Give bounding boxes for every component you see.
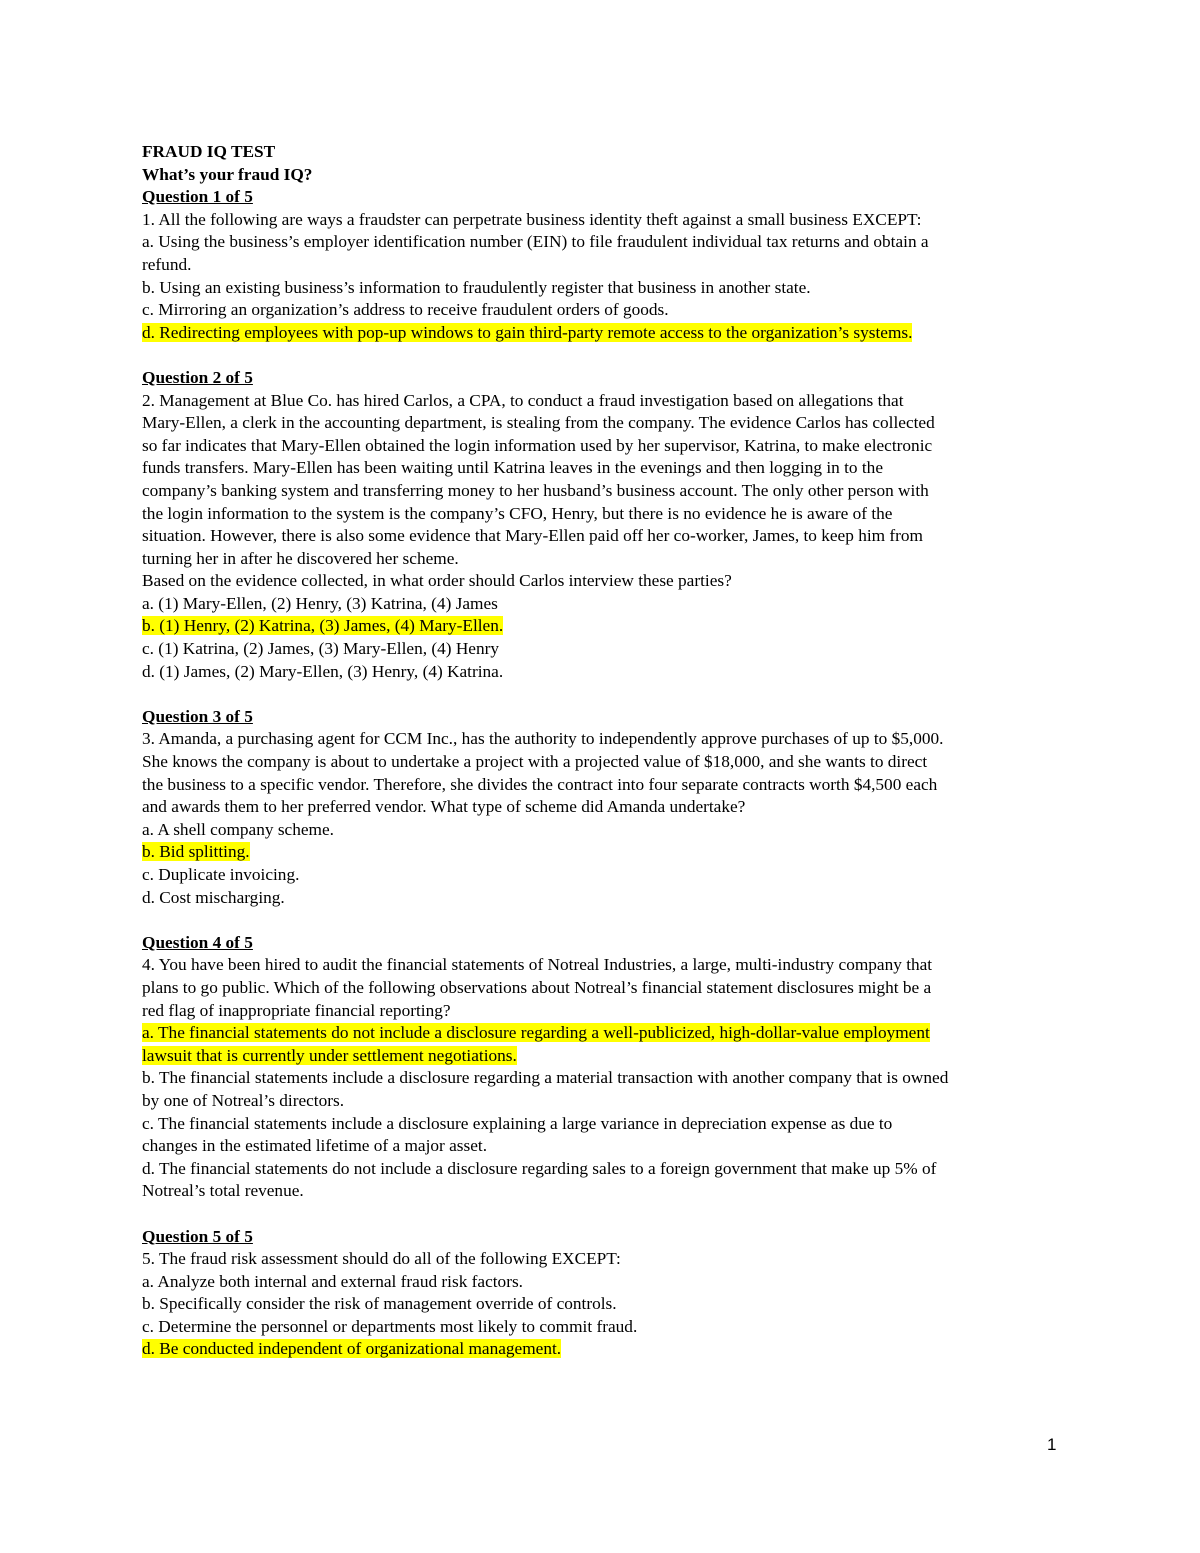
answer-option-text: a. Analyze both internal and external fraud risk factors.	[142, 1271, 523, 1291]
answer-option-line	[142, 638, 1062, 661]
answer-option-text: c. Mirroring an organization’s address to receive fraudulent orders of goods.	[142, 300, 669, 320]
answer-option-line	[142, 1316, 1062, 1339]
question-stem-line: red flag of inappropriate financial reporting?	[142, 1000, 451, 1020]
answer-option-line	[142, 1180, 1062, 1203]
answer-option	[142, 1293, 1062, 1316]
answer-option-line	[142, 1158, 1062, 1181]
answer-option-text: d. Cost mischarging.	[142, 887, 285, 907]
answer-option-text: Notreal’s total revenue.	[142, 1181, 304, 1201]
answer-option	[142, 638, 1062, 661]
answer-option-text: c. Duplicate invoicing.	[142, 865, 300, 884]
question-stem-line: Based on the evidence collected, in what order should Carlos interview these parties?	[142, 571, 732, 591]
answer-option-line	[142, 819, 1062, 842]
page-number: 1	[1047, 1435, 1057, 1454]
answer-option-highlighted	[142, 1338, 1062, 1361]
answer-option	[142, 661, 1062, 684]
answer-option-line	[142, 277, 1062, 300]
question-stem-line: 3. Amanda, a purchasing agent for CCM Inc., has the authority to independently approve purchases of up to $5,000.	[142, 729, 944, 749]
question-block	[142, 706, 1062, 909]
question-stem-line: 1. All the following are ways a fraudster can perpetrate business identity theft against a small business EXCEPT:	[142, 209, 922, 229]
question-stem-line: plans to go public. Which of the following observations about Notreal’s financial statement disclosures might be a	[142, 977, 932, 997]
answer-option	[142, 1316, 1062, 1339]
answer-option-text: changes in the estimated lifetime of a major asset.	[142, 1136, 488, 1156]
question-heading: Question 1 of 5	[142, 187, 253, 207]
question-block	[142, 932, 1062, 1203]
answer-option	[142, 277, 1062, 300]
answer-option-line	[142, 1022, 1062, 1045]
questions-container	[142, 186, 1062, 1361]
question-stem-line: Mary-Ellen, a clerk in the accounting department, is stealing from the company. The evidence Carlos has collected	[142, 413, 935, 433]
document-subtitle: What’s your fraud IQ?	[142, 164, 313, 184]
answer-option-text: b. (1) Henry, (2) Katrina, (3) James, (4) Mary-Ellen.	[142, 616, 504, 636]
question-block	[142, 1226, 1062, 1362]
answer-option-text: d. The financial statements do not include a disclosure regarding sales to a foreign government that make up 5% of	[142, 1158, 937, 1178]
answer-option-text: d. Be conducted independent of organizational management.	[142, 1339, 562, 1359]
question-heading: Question 5 of 5	[142, 1226, 253, 1246]
question-stem-line: and awards them to her preferred vendor. What type of scheme did Amanda undertake?	[142, 797, 746, 817]
answer-option	[142, 1067, 1062, 1112]
answer-option	[142, 819, 1062, 842]
answer-option-line	[142, 887, 1062, 910]
question-stem-line: situation. However, there is also some evidence that Mary-Ellen paid off her co-worker, James, to keep him from	[142, 526, 923, 546]
answer-option-line	[142, 1113, 1062, 1136]
answer-option	[142, 864, 1062, 887]
answer-option-line	[142, 1045, 1062, 1068]
answer-option-highlighted	[142, 615, 1062, 638]
section-spacer	[142, 1203, 1062, 1226]
answer-option	[142, 593, 1062, 616]
answer-option	[142, 1158, 1062, 1203]
section-spacer	[142, 344, 1062, 367]
answer-option-line	[142, 231, 1062, 254]
question-block	[142, 186, 1062, 344]
answer-option	[142, 1113, 1062, 1158]
question-heading: Question 4 of 5	[142, 932, 253, 952]
section-spacer	[142, 683, 1062, 706]
answer-option-highlighted	[142, 841, 1062, 864]
question-stem-line: the login information to the system is the company’s CFO, Henry, but there is no evidence he is aware of the	[142, 503, 893, 523]
question-stem-line: company’s banking system and transferring money to her husband’s business account. The only other person with	[142, 480, 929, 500]
answer-option-line	[142, 841, 1062, 864]
answer-option-line	[142, 322, 1062, 345]
answer-option-text: by one of Notreal’s directors.	[142, 1090, 345, 1110]
question-stem-line: so far indicates that Mary-Ellen obtained the login information used by her supervisor, Katrina, to make electronic	[142, 435, 933, 455]
answer-option-line	[142, 661, 1062, 684]
question-stem-line: She knows the company is about to undertake a project with a projected value of $18,000, and she wants to direct	[142, 752, 928, 772]
question-stem-line: turning her in after he discovered her scheme.	[142, 548, 459, 568]
answer-option-text: c. Determine the personnel or departments most likely to commit fraud.	[142, 1316, 638, 1336]
answer-option-text: b. Using an existing business’s information to fraudulently register that business in another state.	[142, 277, 811, 297]
answer-option-line	[142, 1067, 1062, 1090]
answer-option	[142, 1271, 1062, 1294]
question-stem-line: 5. The fraud risk assessment should do all of the following EXCEPT:	[142, 1249, 621, 1269]
answer-option-highlighted	[142, 1022, 1062, 1067]
answer-option-line	[142, 1338, 1062, 1361]
answer-option	[142, 299, 1062, 322]
answer-option-text: b. The financial statements include a disclosure regarding a material transaction with another company that is owned	[142, 1068, 949, 1088]
section-spacer	[142, 909, 1062, 932]
answer-option-text: a. A shell company scheme.	[142, 819, 334, 839]
answer-option-highlighted	[142, 322, 1062, 345]
question-stem-line: 2. Management at Blue Co. has hired Carlos, a CPA, to conduct a fraud investigation based on allegations that	[142, 390, 904, 410]
answer-option-text: b. Bid splitting.	[142, 842, 250, 862]
document-title: FRAUD IQ TEST	[142, 142, 276, 161]
answer-option-line	[142, 1090, 1062, 1113]
answer-option-text: b. Specifically consider the risk of management override of controls.	[142, 1294, 617, 1314]
answer-option-text: a. Using the business’s employer identification number (EIN) to file fraudulent individual tax returns and obtain a	[142, 232, 929, 252]
answer-option-line	[142, 299, 1062, 322]
answer-option-text: c. (1) Katrina, (2) James, (3) Mary-Ellen, (4) Henry	[142, 639, 500, 659]
answer-option	[142, 231, 1062, 276]
answer-option-text: d. (1) James, (2) Mary-Ellen, (3) Henry, (4) Katrina.	[142, 661, 504, 681]
question-stem-line: 4. You have been hired to audit the financial statements of Notreal Industries, a large, multi-industry company that	[142, 955, 933, 975]
answer-option-text: a. (1) Mary-Ellen, (2) Henry, (3) Katrina, (4) James	[142, 593, 498, 613]
document-body	[142, 141, 1062, 1361]
answer-option	[142, 887, 1062, 910]
answer-option-line	[142, 615, 1062, 638]
answer-option-line	[142, 593, 1062, 616]
answer-option-line	[142, 1135, 1062, 1158]
answer-option-line	[142, 254, 1062, 277]
question-stem-line: funds transfers. Mary-Ellen has been waiting until Katrina leaves in the evenings and then logging in to the	[142, 458, 883, 478]
question-heading: Question 2 of 5	[142, 367, 253, 387]
question-stem-line: the business to a specific vendor. Therefore, she divides the contract into four separate contracts worth $4,500 each	[142, 774, 938, 794]
answer-option-text: d. Redirecting employees with pop-up windows to gain third-party remote access to the organization’s systems.	[142, 322, 913, 342]
answer-option-text: c. The financial statements include a disclosure explaining a large variance in depreciation expense as due to	[142, 1113, 893, 1133]
answer-option-line	[142, 1271, 1062, 1294]
answer-option-line	[142, 1293, 1062, 1316]
answer-option-text: lawsuit that is currently under settlement negotiations.	[142, 1045, 517, 1065]
answer-option-text: a. The financial statements do not include a disclosure regarding a well-publicized, high-dollar-value employment	[142, 1023, 930, 1043]
answer-option-text: refund.	[142, 254, 192, 274]
question-block	[142, 367, 1062, 683]
question-heading: Question 3 of 5	[142, 706, 253, 726]
answer-option-line	[142, 864, 1062, 887]
